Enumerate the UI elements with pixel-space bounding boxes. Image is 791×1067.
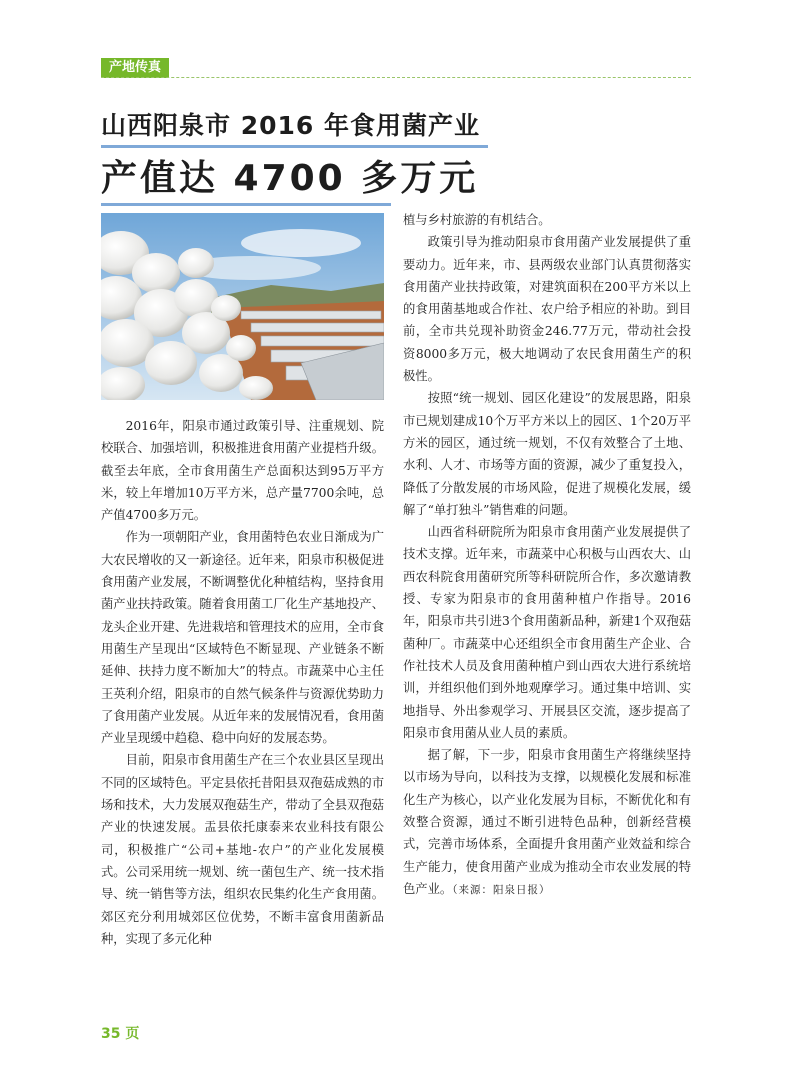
section-tag: 产地传真 <box>101 58 169 78</box>
article-left-column <box>101 415 384 950</box>
headline-line-2: 产值达 4700 多万元 <box>101 158 479 199</box>
page-number: 35 页 <box>101 1026 140 1042</box>
headline-rule-2 <box>101 203 391 206</box>
paragraph: 作为一项朝阳产业，食用菌特色农业日渐成为广大农民增收的又一新途径。近年来，阳泉市积极促进食用菌产业发展，不断调整优化种植结构，坚持食用菌产业扶持政策。随着食用菌工厂化生产基地投产、龙头企业开建、先进栽培和管理技术的应用，全市食用菌生产呈现出“区域特色不断显现、产业链条不断延伸、扶持力度不断加大”的特点。市蔬菜中心主任王英利介绍，阳泉市的自然气候条件与资源优势助力了食用菌产业发展。从近年来的发展情况看，食用菌产业呈现缓中趋稳、稳中向好的发展态势。 <box>101 530 384 746</box>
paragraph-text: 据了解，下一步，阳泉市食用菌生产将继续坚持以市场为导向，以科技为支撑，以规模化发展和标准化生产为核心，以产业化发展为目标，不断优化和有效整合资源，通过不断引进特色品种，创新经营模式，完善市场体系，全面提升食用菌产业效益和综合生产能力，使食用菌产业成为推动全市农业发展的特色产业。 <box>403 748 691 896</box>
mushroom-greenhouse-photo <box>101 213 384 400</box>
headline-line-1: 山西阳泉市 2016 年食用菌产业 <box>101 111 480 140</box>
section-divider <box>101 77 691 78</box>
paragraph: 目前，阳泉市食用菌生产在三个农业县区呈现出不同的区域特色。平定县依托昔阳县双孢菇成熟的市场和技术，大力发展双孢菇生产，带动了全县双孢菇产业的快速发展。盂县依托康泰来农业科技有限公司，积极推广“公司+基地-农户”的产业化发展模式。公司采用统一规划、统一菌包生产、统一技术指导、统一销售等方法，组织农民集约化生产食用菌。郊区充分利用城郊区位优势，不断丰富食用菌新品种，实现了多元化种 <box>101 753 384 946</box>
paragraph: 政策引导为推动阳泉市食用菌产业发展提供了重要动力。近年来，市、县两级农业部门认真贯彻落实食用菌产业扶持政策，对建筑面积在200平方米以上的食用菌基地或合作社、农户给予相应的补助。到目前，全市共兑现补助资金246.77万元，带动社会投资8000多万元，极大地调动了农民食用菌生产的积极性。 <box>403 235 691 384</box>
paragraph: 按照“统一规划、园区化建设”的发展思路，阳泉市已规划建成10个万平方米以上的园区、1个20万平方米的园区，通过统一规划，不仅有效整合了土地、水利、人才、市场等方面的资源，减少了重复投入，降低了分散发展的市场风险，促进了规模化发展，缓解了“单打独斗”销售难的问题。 <box>403 391 691 517</box>
paragraph: 2016年，阳泉市通过政策引导、注重规划、院校联合、加强培训，积极推进食用菌产业提档升级。截至去年底，全市食用菌生产总面积达到95万平方米，较上年增加10万平方米，总产量7700余吨，总产值4700多万元。 <box>101 419 384 523</box>
article-right-column <box>403 209 691 901</box>
paragraph-continuation: 植与乡村旅游的有机结合。 <box>403 213 551 227</box>
headline-rule-1 <box>101 145 488 148</box>
paragraph: 山西省科研院所为阳泉市食用菌产业发展提供了技术支撑。近年来，市蔬菜中心积极与山西农大、山西农科院食用菌研究所等科研院所合作，多次邀请教授、专家为阳泉市的食用菌种植户作指导。2016年，阳泉市共引进3个食用菌新品种，新建1个双孢菇菌种厂。市蔬菜中心还组织全市食用菌生产企业、合作社技术人员及食用菌种植户到山西农大进行系统培训，并组织他们到外地观摩学习。通过集中培训、实地指导、外出参观学习、开展县区交流，逐步提高了阳泉市食用菌从业人员的素质。 <box>403 525 691 740</box>
paragraph <box>403 744 691 901</box>
source-credit: （来源：阳泉日报） <box>452 883 551 896</box>
photo-illustration <box>101 213 384 400</box>
